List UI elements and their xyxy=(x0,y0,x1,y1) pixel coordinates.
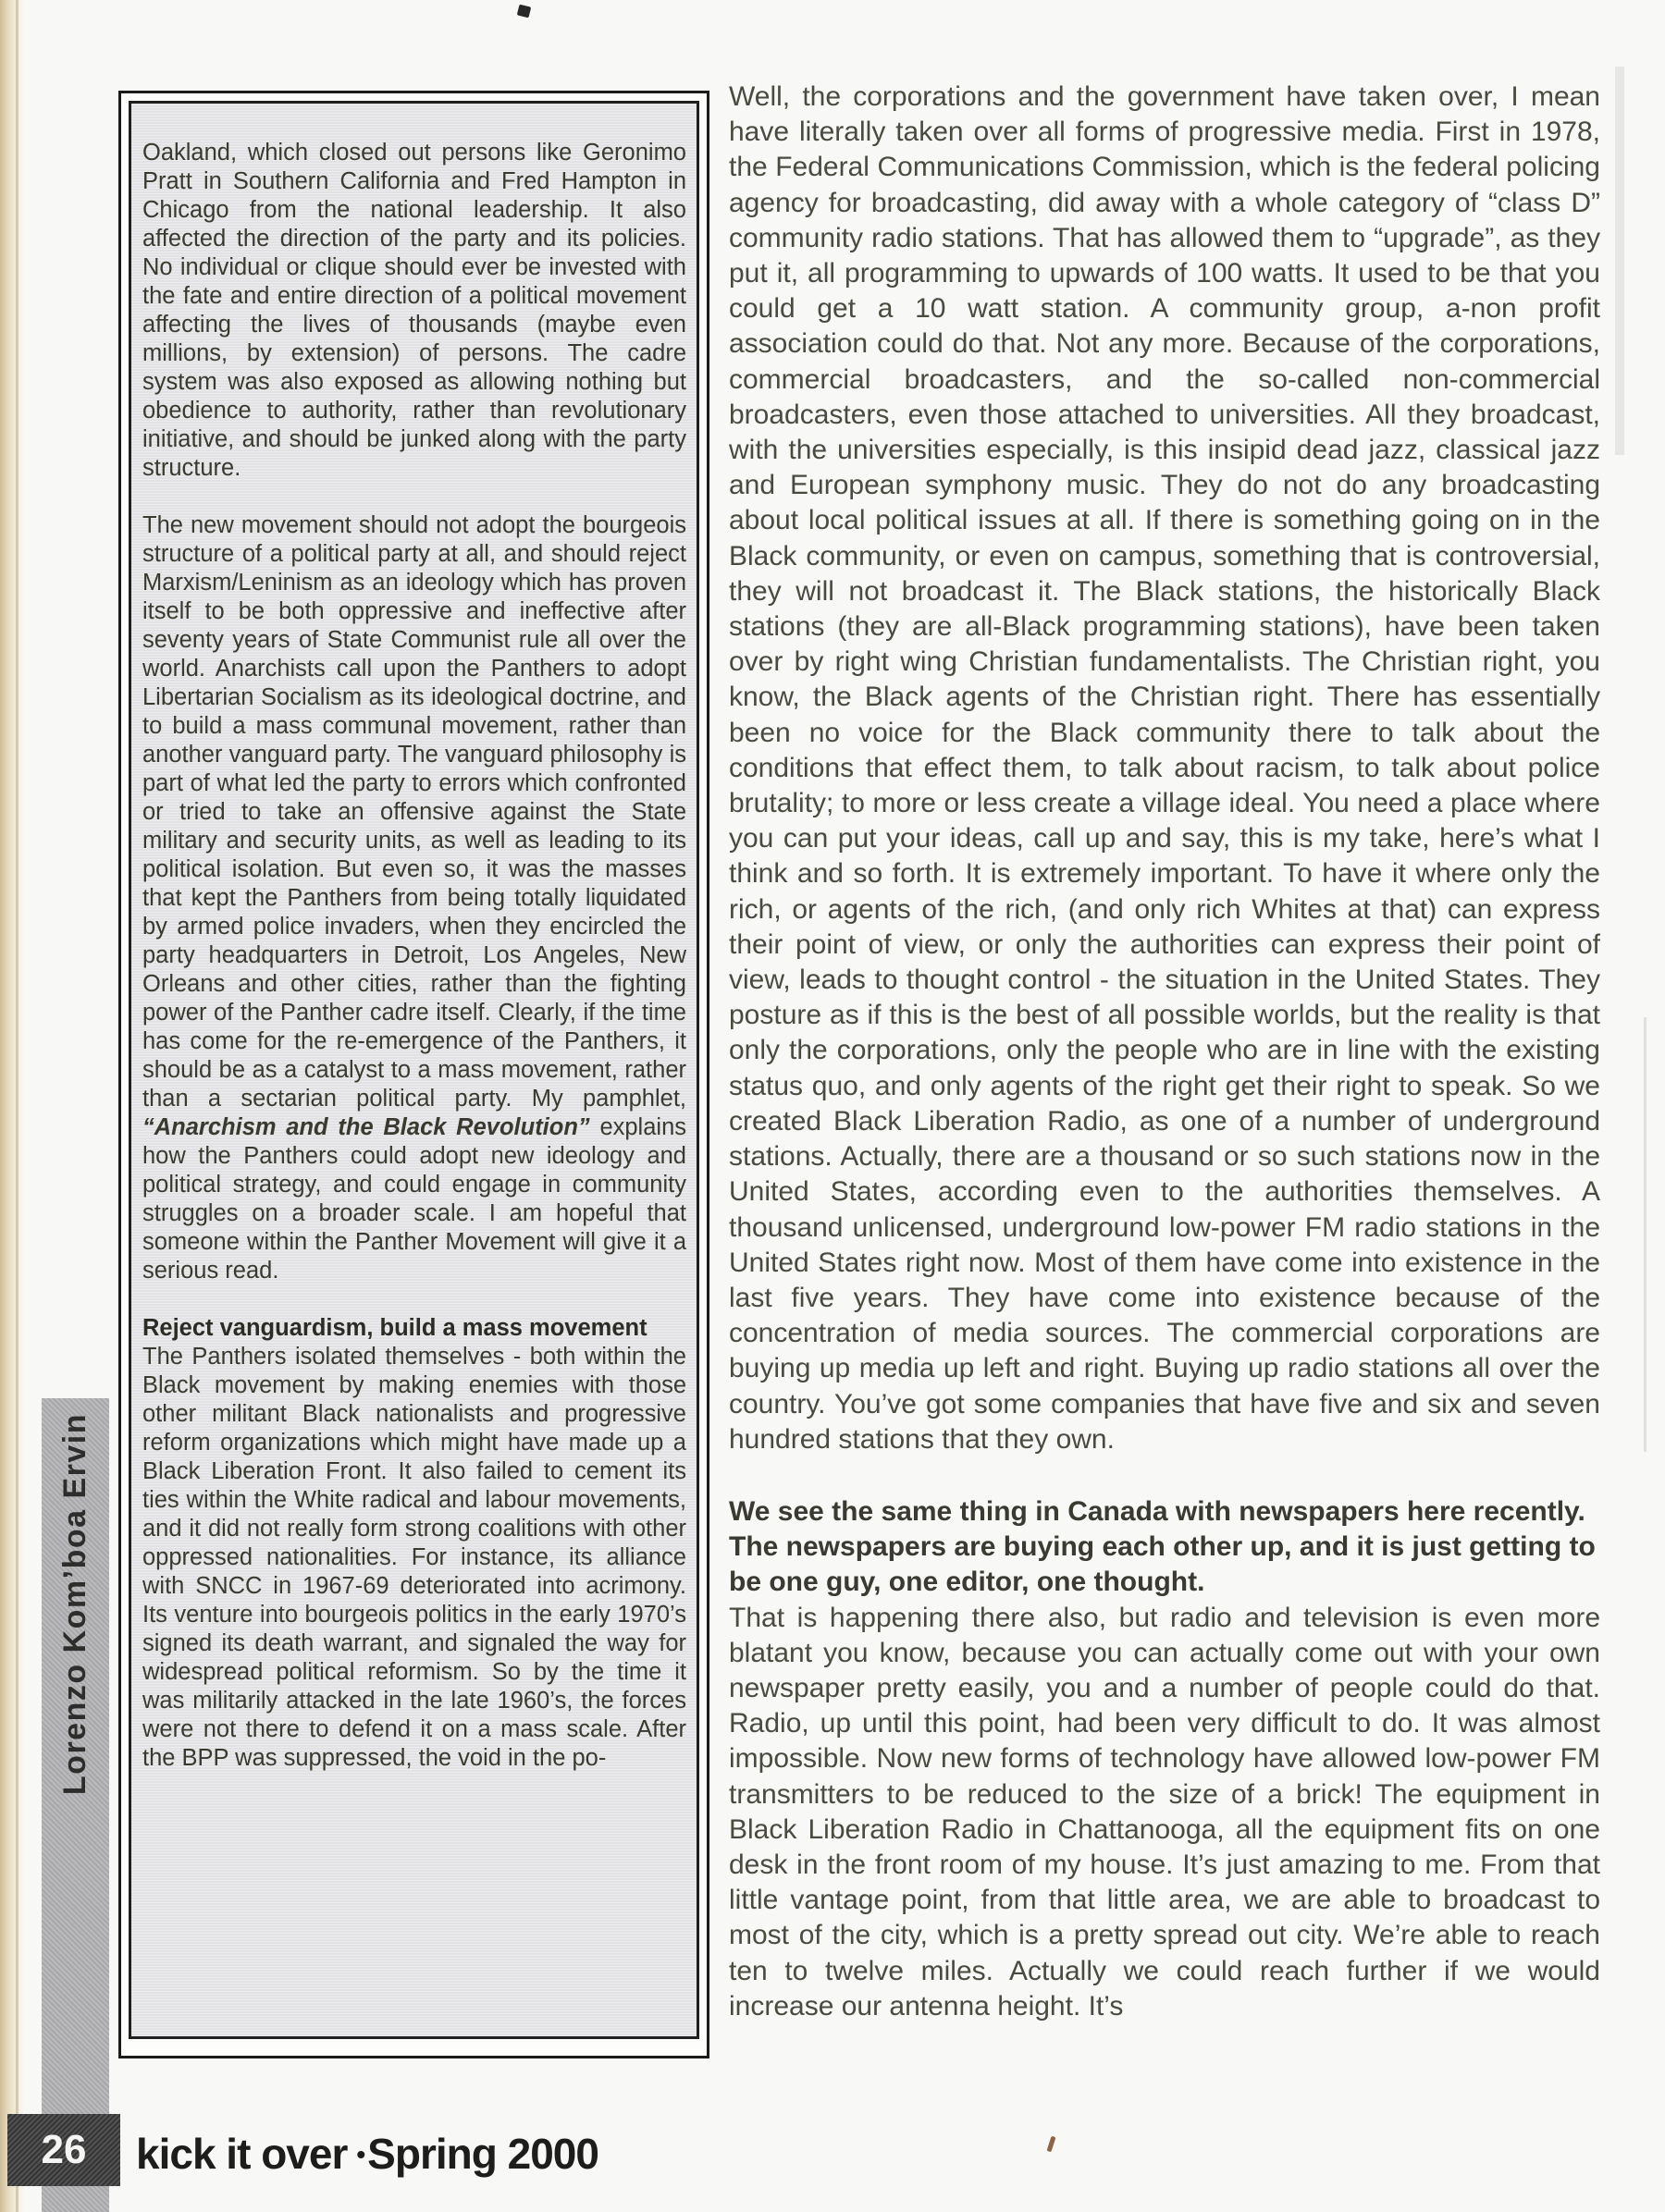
author-name-vertical-label: Lorenzo Kom’boa Ervin xyxy=(57,1413,92,1796)
magazine-title: kick it over xyxy=(136,2130,348,2178)
interview-answer-2: That is happening there also, but radio and television is even more blatant you know, because you can actually come out with your own newspaper pretty easily, you and a number of people could do that. Radio, up until this point, had been very difficult to do. It was almost impossible. Now new forms of technology have allowed low-power FM transmitters to be reduced to the size of a brick! The equipment in Black Liberation Radio in Chattanooga, all the equipment fits on one desk in the front room of my house. It’s just amazing to me. From that little vantage point, from that little area, we are able to broadcast to most of the city, which is a pretty spread out city. We’re able to reach ten to twelve miles. Actually we could reach further if we would increase our antenna height. It’s xyxy=(729,1602,1600,2022)
paper-scan-edge-line xyxy=(16,0,18,2212)
article-paragraph-2-text-cont: explains how the Panthers could adopt new ideology and political strategy, and could engage in community struggles on a broader scale. I am hopeful that someone within the Panther Movement will give it a serious read. xyxy=(142,1114,686,1284)
paper-scan-edge xyxy=(0,0,24,2212)
scan-artifact xyxy=(517,5,532,18)
article-paragraph-2 xyxy=(142,511,686,1285)
page-number-box xyxy=(7,2114,120,2186)
article-paragraph-1: Oakland, which closed out persons like Geronimo Pratt in Southern California and Fred Hampton in Chicago from the national leadership. It also affected the direction of the party and its policies. No individual or clique should ever be invested with the fate and entire direction of a political movement affecting the lives of thousands (maybe even millions, by extension) of persons. The cadre system was also exposed as allowing nothing but obedience to authority, rather than revolutionary initiative, and should be junked along with the party structure. xyxy=(142,140,686,481)
scan-artifact xyxy=(1046,2136,1055,2153)
interview-column xyxy=(729,80,1600,2024)
article-paragraph-3: The Panthers isolated themselves - both within the Black movement by making enemies with those other militant Black nationalists and progressive reform organizations which might have made up a Black Liberation Front. It also failed to cement its ties within the White radical and labour movements, and it did not really form strong coalitions with other oppressed nationalities. For instance, its alliance with SNCC in 1967-69 deteriorated into acrimony. Its venture into bourgeois politics in the early 1970’s signed its death warrant, and signaled the way for widespread political reformism. So by the time it was militarily attacked in the late 1960’s, the forces were not there to defend it on a mass scale. After the BPP was suppressed, the void in the po- xyxy=(142,1344,686,1771)
article-box-outer-border xyxy=(118,91,709,2058)
section-heading: Reject vanguardism, build a mass movement xyxy=(142,1315,648,1341)
interviewer-question: We see the same thing in Canada with newspapers here recently. The newspapers are buying each other up, and it is just getting to be one guy, one editor, one thought. xyxy=(729,1495,1596,1598)
pamphlet-title-emphasis: “Anarchism and the Black Revolution” xyxy=(142,1114,590,1140)
issue-label: Spring 2000 xyxy=(367,2130,598,2178)
interview-answer-1: Well, the corporations and the government have taken over, I mean have literally taken over all forms of progressive media. First in 1978, the Federal Communications Commission, which is the federal policing agency for broadcasting, did away with a whole category of “class D” community radio stations. That has allowed them to “upgrade”, as they put it, all programming to upwards of 100 watts. It used to be that you could get a 10 watt station. A community group, a-non profit association could do that. Not any more. Because of the corporations, commercial broadcasters, and the so-called non-commercial broadcasters, even those attached to universities. All they broadcast, with the universities especially, is this insipid dead jazz, classical jazz and European symphony music. They do not do any broadcasting about local political issues at all. If there is something going on in the Black community, or even on campus, something that is controversial, they will not broadcast it. The Black stations, the historically Black stations (they are all-Black programming stations), have been taken over by right wing Christian fundamentalists. The Christian right, you know, the Black agents of the Christian right. There has essentially been no voice for the Black community there to talk about the conditions that effect them, to talk about racism, to talk about police brutality; to more or less create a village ideal. You need a place where you can put your ideas, call up and say, this is my take, here’s what I think and so forth. It is extremely important. To have it where only the rich, or agents of the rich, (and only rich Whites at that) can express their point of view, or only the authorities can express their point of view, leads to thought control - the situation in the United States. They posture as if this is the best of all possible worlds, but the reality is that only the corporations, only the people who are in line with the existing status quo, and only agents of the right get their right to speak. So we created Black Liberation Radio, as one of a number of underground stations. Actually, there are a thousand or so such stations now in the United States, according even to the authorities themselves. A thousand unlicensed, underground low-power FM radio stations in the United States right now. Most of them have come into existence in the last five years. They have come into existence because of the concentration of media sources. The commercial corporations are buying up media up left and right. Buying up radio stations all over the country. You’ve got some companies that have five and six and seven hundred stations that they own. xyxy=(729,81,1600,1455)
footer-bullet-separator: • xyxy=(356,2140,366,2169)
magazine-footer xyxy=(136,2129,598,2179)
article-paragraph-2-text: The new movement should not adopt the bourgeois structure of a political party at all, and should reject Marxism/Leninism as an ideology which has proven itself to be both oppressive and ineffective after seventy years of State Communist rule all over the world. Anarchists call upon the Panthers to adopt Libertarian Socialism as its ideological doctrine, and to build a mass communal movement, rather than another vanguard party. The vanguard philosophy is part of what led the party to errors which confronted or tried to take an offensive against the State military and security units, as well as leading to its political isolation. But even so, it was the masses that kept the Panthers from being totally liquidated by armed police invaders, when they encircled the party headquarters in Detroit, Los Angeles, New Orleans and other cities, rather than the fighting power of the Panther cadre itself. Clearly, if the time has come for the re-emergence of the Panthers, it should be as a catalyst to a mass movement, rather than a sectarian political party. My pamphlet, xyxy=(142,512,686,1112)
scan-artifact xyxy=(1615,67,1624,455)
scan-artifact xyxy=(1644,1017,1646,1452)
article-box xyxy=(129,101,699,2039)
page-number: 26 xyxy=(41,2127,87,2172)
author-strip xyxy=(42,1398,109,2212)
